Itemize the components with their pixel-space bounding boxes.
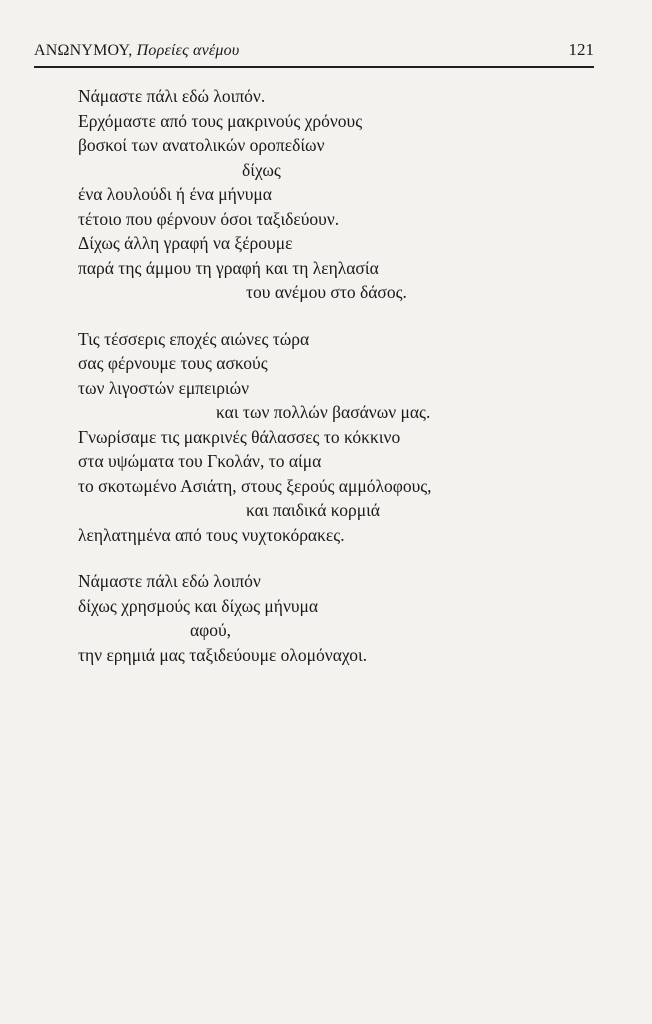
poem-line: Ερχόμαστε από τους μακρινούς χρόνους: [78, 110, 363, 131]
poem-line: Δίχως άλλη γραφή να ξέρουμε: [78, 233, 293, 253]
stanza-3: [78, 569, 598, 667]
poem-line: το σκοτωμένο Ασιάτη, στους ξερούς αμμόλοφους,: [78, 475, 432, 496]
poem-line: σας φέρνουμε τους ασκούς: [78, 353, 268, 373]
poem-line: τέτοιο που φέρνουν όσοι ταξιδεύουν.: [78, 208, 340, 229]
header-left: [34, 42, 239, 60]
poem-line: στα υψώματα του Γκολάν, το αίμα: [78, 451, 322, 471]
poem-line: Νάμαστε πάλι εδώ λοιπόν: [78, 571, 261, 591]
stanza-2: [78, 327, 598, 548]
poem-line: δίχως: [242, 159, 281, 180]
poem-line: βοσκοί των ανατολικών οροπεδίων: [78, 135, 325, 155]
header-author: ΑΝΩΝΥΜΟΥ,: [34, 42, 133, 59]
poem-body: [78, 84, 598, 689]
poem-line: δίχως χρησμούς και δίχως μήνυμα: [78, 595, 319, 616]
poem-line: Νάμαστε πάλι εδώ λοιπόν.: [78, 86, 266, 106]
poem-line: και των πολλών βασάνων μας.: [216, 402, 431, 422]
stanza-1: [78, 84, 598, 305]
poem-line: των λιγοστών εμπειριών: [78, 377, 250, 398]
poem-line: Γνωρίσαμε τις μακρινές θάλασσες το κόκκινο: [78, 426, 401, 447]
running-header: [34, 36, 594, 68]
poem-line: του ανέμου στο δάσος.: [246, 282, 407, 302]
poem-line: ένα λουλούδι ή ένα μήνυμα: [78, 184, 272, 204]
poem-line: αφού,: [190, 620, 232, 640]
poem-line: και παιδικά κορμιά: [246, 500, 380, 520]
poem-line: παρά της άμμου τη γραφή και τη λεηλασία: [78, 257, 379, 278]
header-title: Πορείες ανέμου: [136, 42, 240, 59]
poem-line: Τις τέσσερις εποχές αιώνες τώρα: [78, 328, 310, 349]
poem-line: την ερημιά μας ταξιδεύουμε ολομόναχοι.: [78, 644, 368, 665]
poem-line: λεηλατημένα από τους νυχτοκόρακες.: [78, 524, 345, 545]
page-number: 121: [568, 40, 594, 59]
